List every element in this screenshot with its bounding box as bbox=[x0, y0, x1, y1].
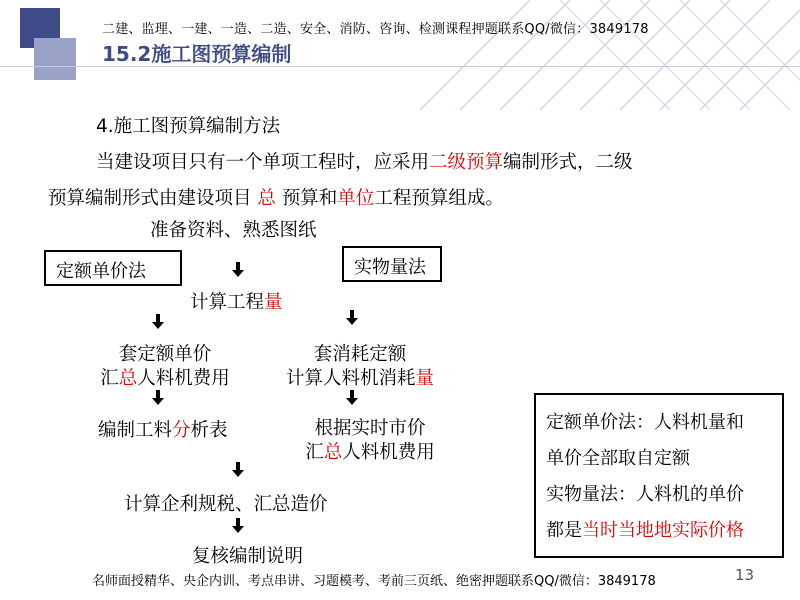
note-line4-text: 都是 bbox=[546, 520, 582, 541]
header-contact-note: 二建、监理、一建、一造、二造、安全、消防、咨询、检测课程押题联系QQ/微信：3849178 bbox=[102, 22, 649, 37]
flow-step-prepare: 准备资料、熟悉图纸 bbox=[150, 220, 317, 241]
method-box-quota-unit-price: 定额单价法 bbox=[44, 250, 182, 286]
note-line-4 bbox=[546, 513, 774, 549]
calc-quantity-text: 计算工程 bbox=[190, 292, 265, 313]
left-step2-text-pre: 汇 bbox=[100, 368, 119, 389]
flow-step-review: 复核编制说明 bbox=[192, 546, 304, 567]
flow-step-calc-cost: 计算企利规税、汇总造价 bbox=[124, 494, 328, 515]
para1-text-post: 编制形式，二级 bbox=[503, 152, 633, 173]
footer-contact-note: 名师面授精华、央企内训、考点串讲、习题模考、考前三页纸、绝密押题联系QQ/微信：3849178 bbox=[92, 574, 656, 589]
para2-text-emphasis-2: 单位 bbox=[337, 188, 375, 209]
para1-text-pre: 当建设项目只有一个单项工程时，应采用 bbox=[96, 152, 430, 173]
para2-text-pre: 预算编制形式由建设项目 bbox=[48, 188, 258, 209]
left-step3-text-pre: 编制工料 bbox=[98, 420, 173, 441]
left-step-analysis-table bbox=[98, 416, 228, 442]
para2-text-mid: 预算和 bbox=[275, 188, 338, 209]
header-square-light bbox=[34, 38, 76, 80]
note-line-3: 实物量法：人料机的单价 bbox=[546, 484, 744, 505]
para2-text-emphasis-1: 总 bbox=[257, 188, 276, 209]
para2-text-post: 工程预算组成。 bbox=[374, 188, 504, 209]
para1-text-emphasis: 二级预算 bbox=[429, 152, 504, 173]
note-line-2: 单价全部取自定额 bbox=[546, 448, 690, 469]
right-step2-text-emphasis: 量 bbox=[415, 368, 435, 389]
left-step-apply-quota: 套定额单价 bbox=[118, 344, 212, 365]
section-title: 15.2施工图预算编制 bbox=[102, 42, 292, 66]
method-comparison-note bbox=[534, 393, 784, 558]
right-step2-text-pre: 计算人料机消耗 bbox=[285, 368, 416, 389]
note-line-1: 定额单价法：人料机量和 bbox=[546, 412, 744, 433]
header-diagonal-lines bbox=[420, 0, 800, 110]
paragraph-line-1 bbox=[96, 148, 633, 174]
left-step2-text-post: 人料机费用 bbox=[137, 368, 230, 389]
right-step-apply-consumption: 套消耗定额 bbox=[313, 344, 407, 365]
left-step-sum-costs bbox=[80, 364, 250, 390]
note-line4-emphasis: 当时当地地实际价格 bbox=[582, 520, 744, 541]
right-step-market-price: 根据实时市价 bbox=[314, 418, 426, 439]
right-step4-text-post: 人料机费用 bbox=[342, 442, 435, 463]
page-number: 13 bbox=[735, 566, 755, 584]
paragraph-line-2 bbox=[48, 184, 504, 210]
calc-quantity-emphasis: 量 bbox=[264, 292, 283, 313]
title-divider bbox=[0, 66, 800, 67]
left-step3-text-emphasis: 分 bbox=[172, 420, 191, 441]
method-box-physical-quantity: 实物量法 bbox=[342, 246, 442, 282]
right-step-calc-consumption bbox=[265, 364, 455, 390]
left-step2-text-emphasis: 总 bbox=[118, 368, 138, 389]
method-heading: 4.施工图预算编制方法 bbox=[96, 116, 281, 137]
right-step4-text-pre: 汇 bbox=[305, 442, 324, 463]
right-step4-text-emphasis: 总 bbox=[323, 442, 343, 463]
left-step3-text-post: 析表 bbox=[190, 420, 228, 441]
right-step-sum-costs bbox=[285, 438, 455, 464]
flow-step-calc-quantity bbox=[190, 288, 283, 314]
